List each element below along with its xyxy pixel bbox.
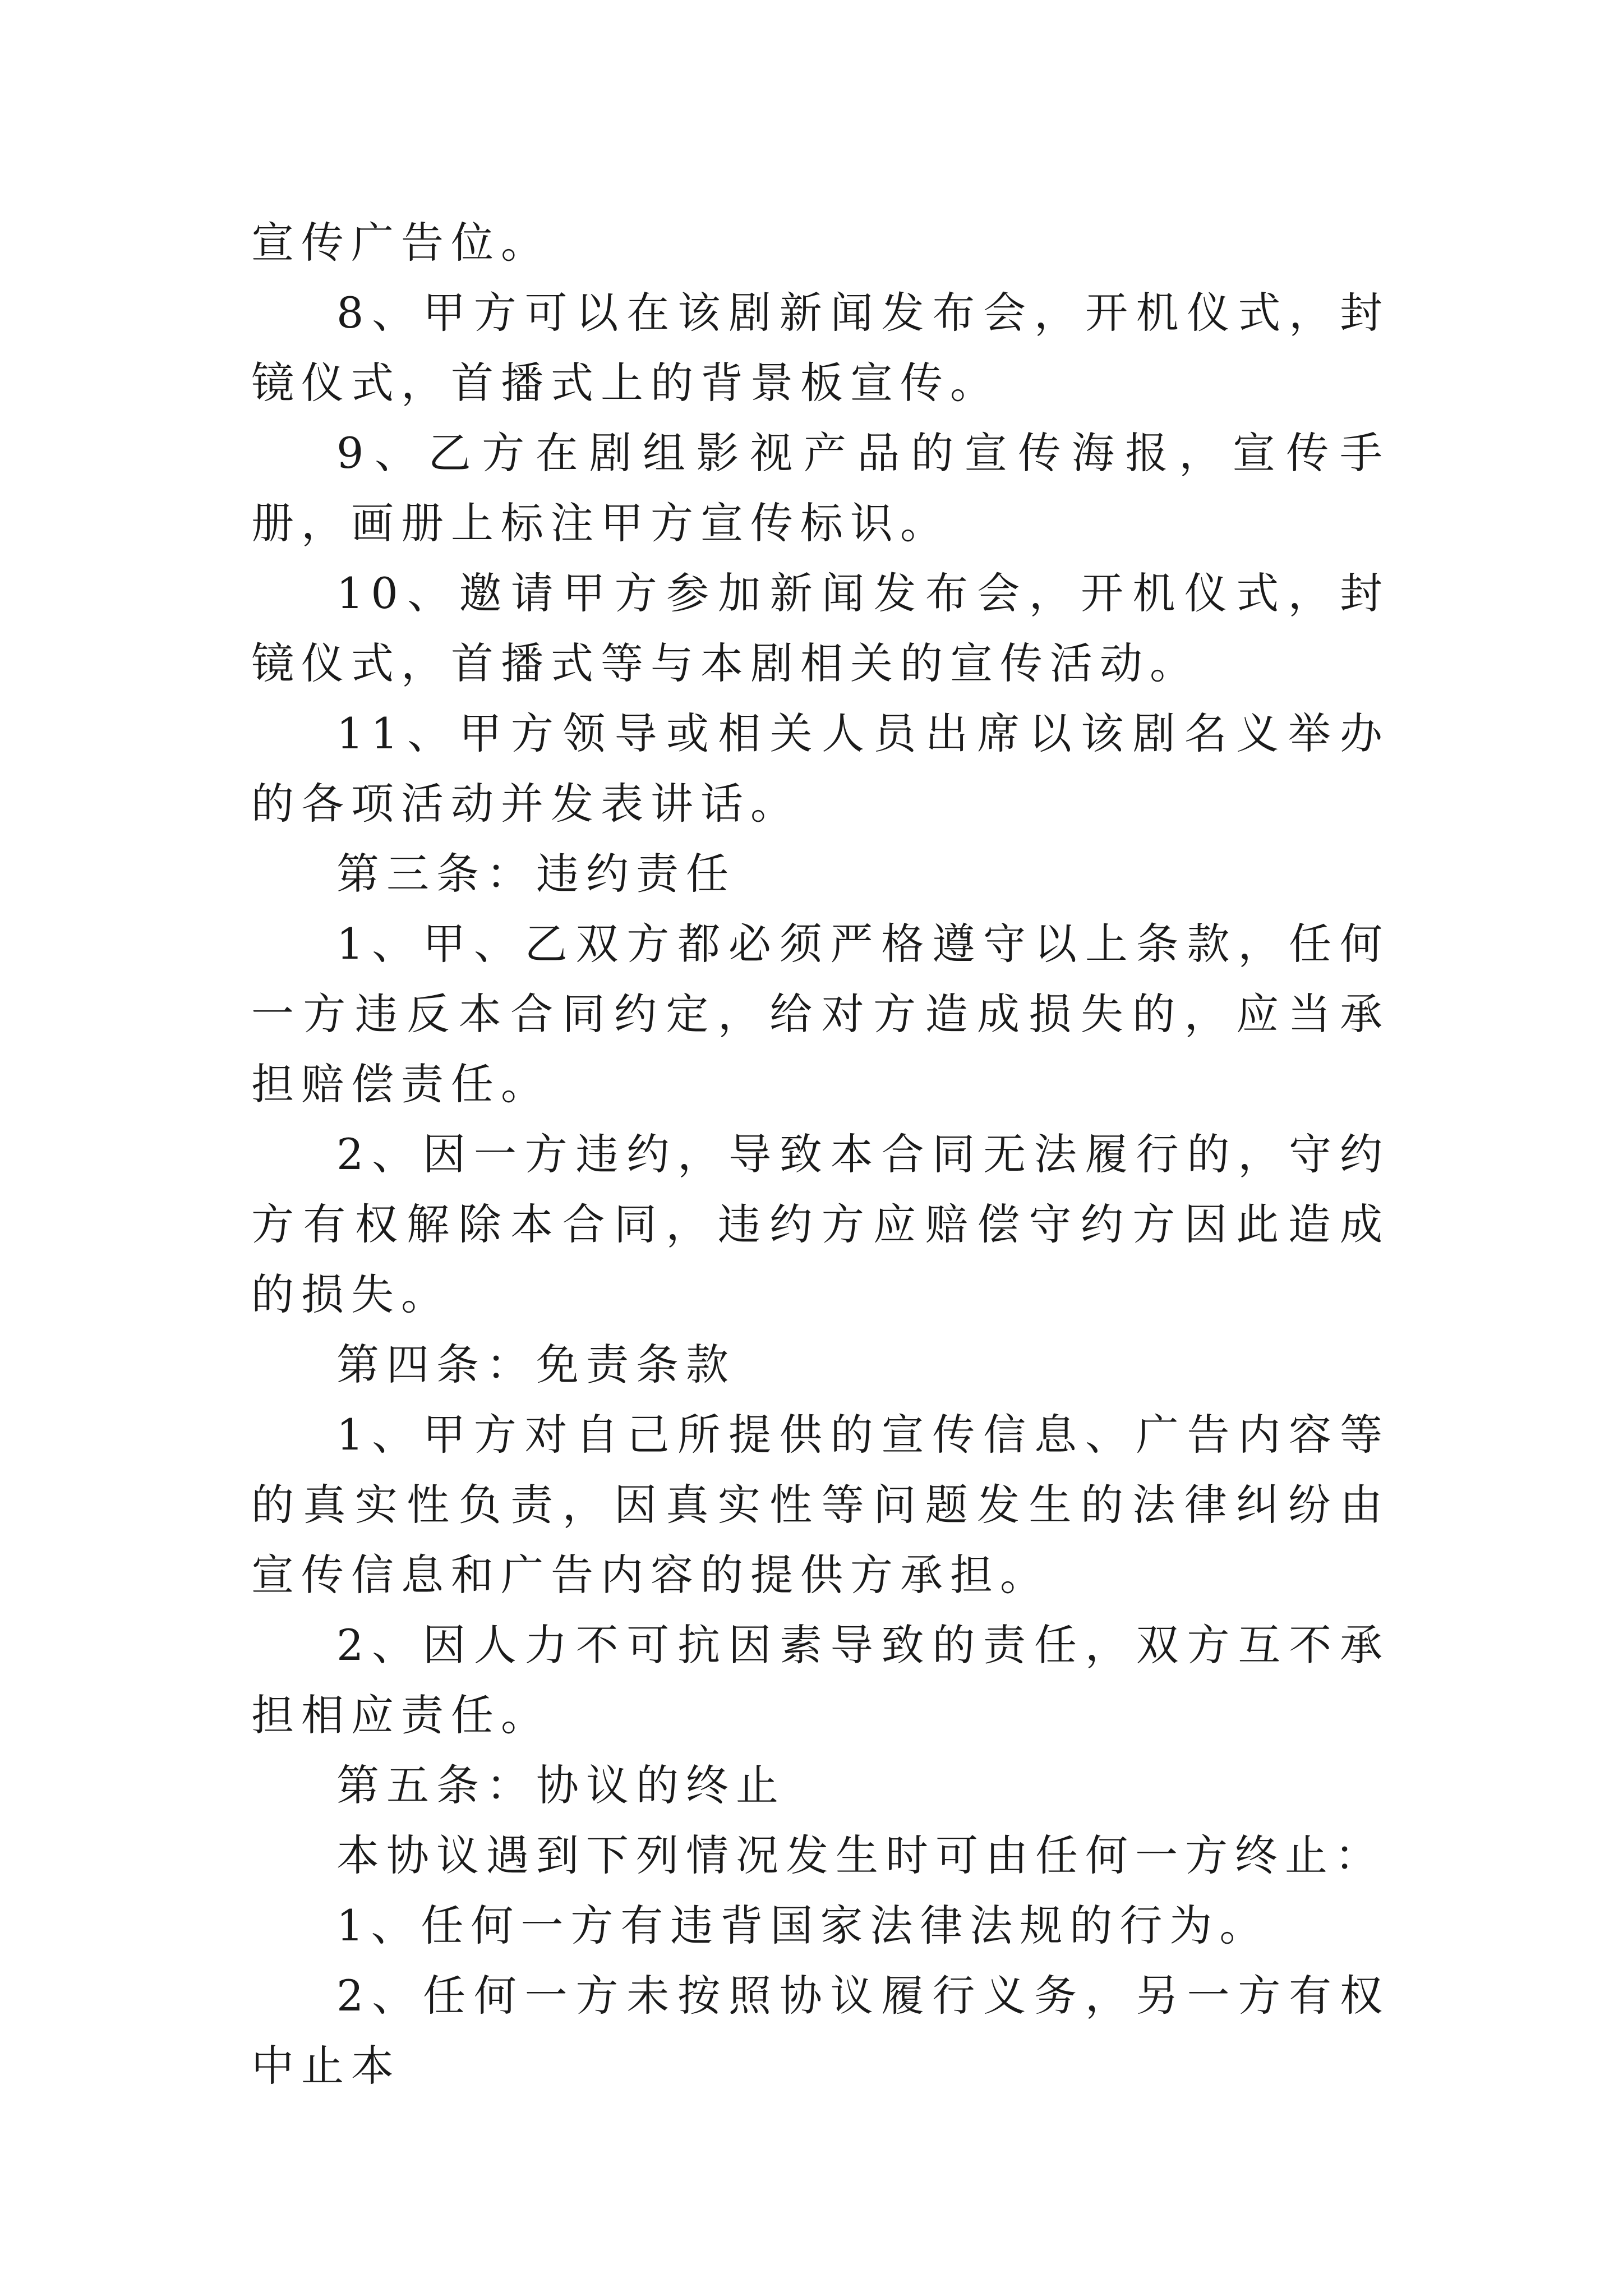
clause-item-4-2: 2、因人力不可抗因素导致的责任，双方互不承担相应责任。 <box>251 1620 1390 1740</box>
section-heading-article-5: 第五条：协议的终止 <box>336 1760 786 1810</box>
section-heading-article-4: 第四条：免责条款 <box>336 1340 736 1389</box>
clause-item-5-1: 1、任何一方有违背国家法律法规的行为。 <box>336 1901 1270 1950</box>
clause-item-3-1: 1、甲、乙双方都必须严格遵守以上条款，任何一方违反本合同约定，给对方造成损失的，应当承担赔偿责任。 <box>251 919 1390 1109</box>
clause-item-10: 10、邀请甲方参加新闻发布会，开机仪式，封镜仪式，首播式等与本剧相关的宣传活动。 <box>251 568 1390 688</box>
paragraph-continuation: 宣传广告位。 <box>251 218 551 268</box>
clause-intro-5: 本协议遇到下列情况发生时可由任何一方终止： <box>336 1830 1385 1880</box>
clause-item-9: 9、乙方在剧组影视产品的宣传海报，宣传手册，画册上标注甲方宣传标识。 <box>251 428 1390 548</box>
clause-item-3-2: 2、因一方违约，导致本合同无法履行的，守约方有权解除本合同，违约方应赔偿守约方因此造成的损失。 <box>251 1129 1390 1319</box>
clause-item-5-2: 2、任何一方未按照协议履行义务，另一方有权中止本 <box>251 1971 1390 2091</box>
clause-item-4-1: 1、甲方对自己所提供的宣传信息、广告内容等的真实性负责，因真实性等问题发生的法律纠纷由宣传信息和广告内容的提供方承担。 <box>251 1410 1390 1600</box>
section-heading-article-3: 第三条：违约责任 <box>336 849 736 899</box>
clause-item-8: 8、甲方可以在该剧新闻发布会，开机仪式，封镜仪式，首播式上的背景板宣传。 <box>251 288 1390 408</box>
clause-item-11: 11、甲方领导或相关人员出席以该剧名义举办的各项活动并发表讲话。 <box>251 708 1390 829</box>
document-body <box>251 208 1390 2101</box>
